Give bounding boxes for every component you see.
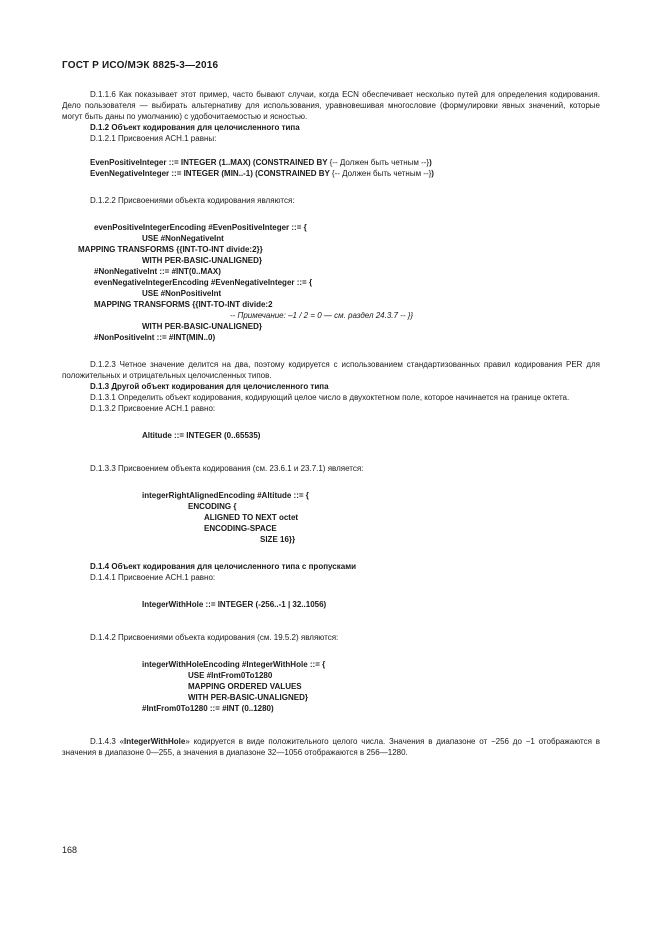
code-line: MAPPING TRANSFORMS {{INT-TO-INT divide:2}} — [78, 245, 263, 254]
paragraph-d116: D.1.1.6 Как показывает этот пример, часто бывают случаи, когда ECN обеспечивает несколько путей для определения кодирования. Дело пользователя — выбирать альтернативу для использования, уравновешивая многословие (формулировки явных значений, которые могут быть даны по умолчанию) с удобочитаемостью и ясностью. — [62, 90, 600, 121]
code-line: MAPPING ORDERED VALUES — [188, 682, 302, 691]
inline-code-term: IntegerWithHole — [124, 737, 186, 746]
code-line: evenNegativeIntegerEncoding #EvenNegativeInteger ::= { — [94, 278, 313, 287]
code-line: ALIGNED TO NEXT octet — [204, 513, 299, 522]
code-comment: {-- Должен быть четным --} — [329, 158, 430, 167]
code-block-right-aligned — [62, 490, 600, 545]
document-header: ГОСТ Р ИСО/МЭК 8825-3—2016 — [62, 60, 219, 71]
code-line: evenPositiveIntegerEncoding #EvenPositiveInteger ::= { — [94, 223, 307, 232]
code-comment: {-- Должен быть четным --} — [331, 169, 432, 178]
code-line: ENCODING { — [188, 502, 237, 511]
page-number: 168 — [62, 845, 78, 855]
paragraph-d142: D.1.4.2 Присвоениями объекта кодирования (см. 19.5.2) являются: — [90, 633, 339, 642]
code-block-hole-encoding — [62, 659, 600, 714]
code-even-negative: EvenNegativeInteger ::= INTEGER (MIN..-1) (CONSTRAINED BY {-- Должен быть четным --}) — [90, 169, 434, 178]
code-even-positive: EvenPositiveInteger ::= INTEGER (1..MAX) (CONSTRAINED BY {-- Должен быть четным --}) — [90, 158, 432, 167]
paragraph-d141: D.1.4.1 Присвоение АСН.1 равно: — [90, 573, 216, 582]
section-heading-d13: D.1.3 Другой объект кодирования для целочисленного типа — [90, 382, 329, 391]
code-line: SIZE 16}} — [260, 535, 296, 544]
code-block-even-encodings — [62, 222, 600, 343]
paragraph-d132: D.1.3.2 Присвоение АСН.1 равно: — [90, 404, 216, 413]
code-line: #IntFrom0To1280 ::= #INT (0..1280) — [142, 704, 274, 713]
code-note: -- Примечание: –1 / 2 = 0 — см. раздел 24.3.7 -- }} — [230, 311, 414, 320]
code-line: USE #NonNegativeInt — [142, 234, 224, 243]
code-line: USE #NonPositiveInt — [142, 289, 222, 298]
code-line: WITH PER-BASIC-UNALIGNED} — [142, 322, 262, 331]
code-altitude: Altitude ::= INTEGER (0..65535) — [142, 431, 261, 440]
code-line: USE #IntFrom0To1280 — [188, 671, 273, 680]
code-integer-with-hole: IntegerWithHole ::= INTEGER (-256..-1 | 32..1056) — [142, 600, 327, 609]
paragraph-d121: D.1.2.1 Присвоения АСН.1 равны: — [90, 134, 217, 143]
code-line: WITH PER-BASIC-UNALIGNED} — [188, 693, 308, 702]
code-line: ENCODING-SPACE — [204, 524, 277, 533]
paragraph-d123: D.1.2.3 Четное значение делится на два, поэтому кодируется с использованием стандартизованных правил кодирования PER для положительных и отрицательных целочисленных типов. — [62, 360, 600, 380]
paragraph-d131: D.1.3.1 Определить объект кодирования, кодирующий целое число в двухоктетном поле, которое начинается на границе октета. — [90, 393, 570, 402]
code-line: WITH PER-BASIC-UNALIGNED} — [142, 256, 262, 265]
page-body — [62, 89, 600, 758]
code-line: integerRightAlignedEncoding #Altitude ::= { — [142, 491, 309, 500]
code-line: MAPPING TRANSFORMS {{INT-TO-INT divide:2 — [94, 300, 273, 309]
section-heading-d12: D.1.2 Объект кодирования для целочисленного типа — [90, 123, 300, 132]
code-line: integerWithHoleEncoding #IntegerWithHole ::= { — [142, 660, 326, 669]
paragraph-d122: D.1.2.2 Присвоениями объекта кодирования являются: — [90, 196, 295, 205]
section-heading-d14: D.1.4 Объект кодирования для целочисленного типа с пропусками — [90, 562, 357, 571]
paragraph-d133: D.1.3.3 Присвоением объекта кодирования (см. 23.6.1 и 23.7.1) является: — [90, 464, 364, 473]
code-line: #NonNegativeInt ::= #INT(0..MAX) — [94, 267, 221, 276]
code-line: #NonPositiveInt ::= #INT(MIN..0) — [94, 333, 216, 342]
paragraph-d143: D.1.4.3 «IntegerWithHole» кодируется в виде положительного целого числа. Значения в диапазоне от −256 до −1 отображаются в значения в диапазоне 0—255, а значения в диапазоне 32—1056 отображаются в 256—1280. — [62, 737, 600, 757]
